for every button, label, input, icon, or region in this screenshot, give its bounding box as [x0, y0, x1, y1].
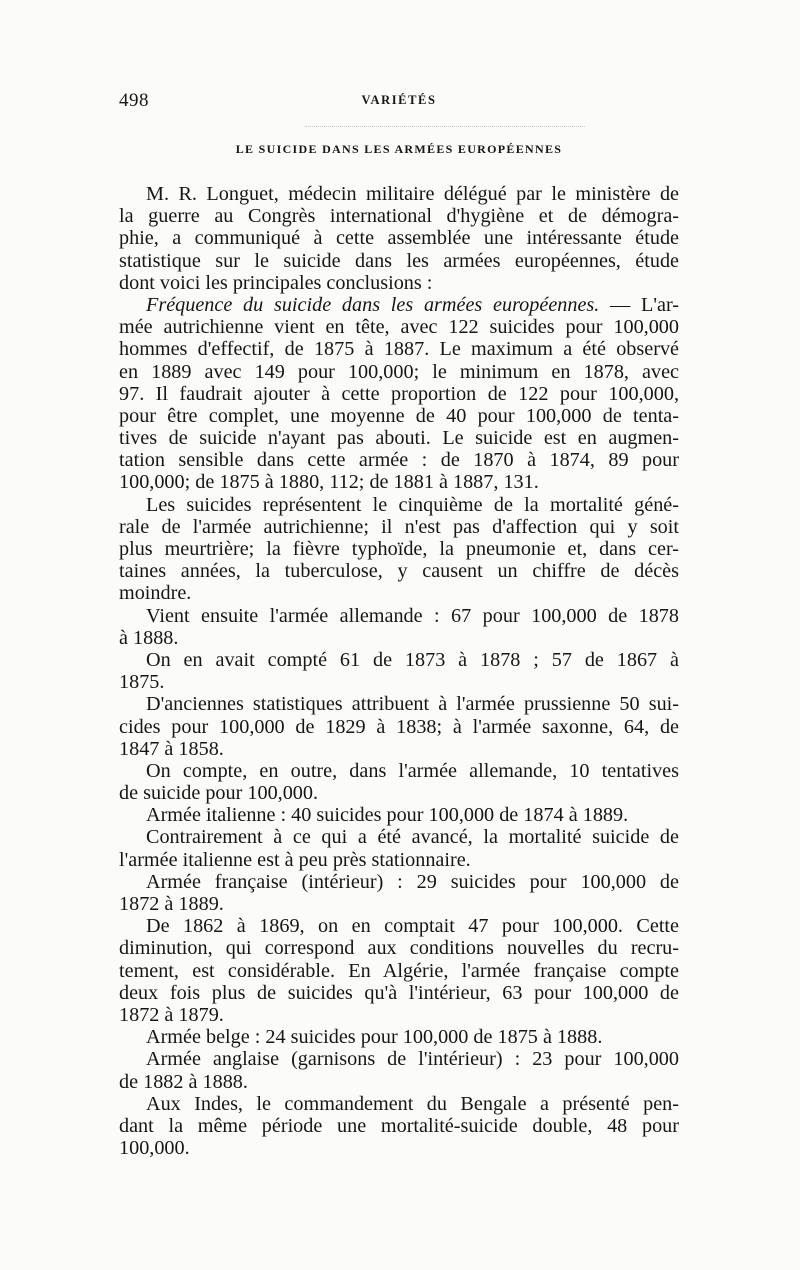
text-line: Armée belge : 24 suicides pour 100,000 de 1875 à 1888. — [146, 1026, 603, 1049]
text-line: diminution, qui correspond aux conditions nouvelles du recru- — [119, 937, 679, 960]
header-rule — [305, 126, 585, 127]
article-title: LE SUICIDE DANS LES ARMÉES EUROPÉENNES — [235, 142, 563, 156]
text-line: D'anciennes statistiques attribuent à l'armée prussienne 50 sui- — [146, 693, 679, 716]
text-line: de 1882 à 1888. — [119, 1070, 248, 1093]
text-line: rale de l'armée autrichienne; il n'est pas d'affection qui y soit — [119, 515, 679, 538]
article-body — [119, 183, 679, 1159]
text-line: Vient ensuite l'armée allemande : 67 pour 100,000 de 1878 — [146, 604, 679, 627]
text-line: pour être complet, une moyenne de 40 pour 100,000 de tenta- — [119, 404, 679, 427]
text-line: 1872 à 1889. — [119, 893, 224, 915]
text-line: plus meurtrière; la fièvre typhoïde, la pneumonie et, dans cer- — [119, 538, 679, 560]
text-line: M. R. Longuet, médecin militaire délégué par le ministère de — [146, 183, 679, 205]
text-line: la guerre au Congrès international d'hygiène et de démogra- — [119, 205, 679, 228]
text-line: tement, est considérable. En Algérie, l'armée française compte — [119, 959, 679, 982]
text-line: taines années, la tuberculose, y causent un chiffre de décès — [119, 560, 679, 583]
text-line: On en avait compté 61 de 1873 à 1878 ; 57 de 1867 à — [146, 648, 679, 671]
text-line: 100,000; de 1875 à 1880, 112; de 1881 à 1887, 131. — [119, 471, 539, 494]
text-line: Les suicides représentent le cinquième de la mortalité géné- — [146, 493, 679, 516]
text-line: 1875. — [119, 671, 165, 694]
text-line — [119, 294, 679, 316]
text-line: dont voici les principales conclusions : — [119, 271, 433, 294]
text-line: tation sensible dans cette armée : de 1870 à 1874, 89 pour — [119, 449, 679, 472]
section-heading: Fréquence du suicide dans les armées européennes. — [146, 293, 600, 316]
text-fragment: — L'ar- — [599, 293, 679, 316]
text-line: en 1889 avec 149 pour 100,000; le minimum en 1878, avec — [119, 360, 679, 383]
text-line: à 1888. — [119, 626, 179, 649]
page-number: 498 — [119, 90, 149, 111]
text-line: de suicide pour 100,000. — [119, 782, 319, 805]
text-line: 1847 à 1858. — [119, 737, 224, 760]
text-line: Contrairement à ce qui a été avancé, la mortalité suicide de — [146, 826, 679, 849]
text-line: dant la même période une mortalité-suicide double, 48 pour — [119, 1114, 679, 1137]
text-line: Armée française (intérieur) : 29 suicides pour 100,000 de — [146, 870, 679, 893]
text-line: Armée anglaise (garnisons de l'intérieur) : 23 pour 100,000 — [146, 1048, 679, 1071]
text-line: deux fois plus de suicides qu'à l'intérieur, 63 pour 100,000 de — [119, 981, 679, 1004]
running-head — [119, 90, 679, 114]
text-line: hommes d'effectif, de 1875 à 1887. Le maximum a été observé — [119, 338, 679, 361]
text-line: On compte, en outre, dans l'armée allemande, 10 tentatives — [146, 759, 679, 782]
text-line: De 1862 à 1869, on en comptait 47 pour 100,000. Cette — [146, 915, 679, 938]
text-line: cides pour 100,000 de 1829 à 1838; à l'armée saxonne, 64, de — [119, 715, 679, 738]
text-line: 100,000. — [119, 1137, 190, 1160]
text-line: phie, a communiqué à cette assemblée une intéressante étude — [119, 227, 679, 250]
text-line: tives de suicide n'ayant pas abouti. Le suicide est en augmen- — [119, 427, 679, 450]
text-line: mée autrichienne vient en tête, avec 122 suicides pour 100,000 — [119, 316, 679, 339]
text-line: moindre. — [119, 582, 192, 605]
text-line: Armée italienne : 40 suicides pour 100,000 de 1874 à 1889. — [146, 804, 629, 827]
text-line: statistique sur le suicide dans les armées européennes, étude — [119, 249, 679, 272]
text-line: Aux Indes, le commandement du Bengale a présenté pen- — [146, 1092, 679, 1115]
running-title: VARIÉTÉS — [361, 93, 437, 107]
text-line: l'armée italienne est à peu près stationnaire. — [119, 848, 471, 871]
text-line: 97. Il faudrait ajouter à cette proportion de 122 pour 100,000, — [119, 382, 679, 405]
text-line: 1872 à 1879. — [119, 1003, 224, 1026]
